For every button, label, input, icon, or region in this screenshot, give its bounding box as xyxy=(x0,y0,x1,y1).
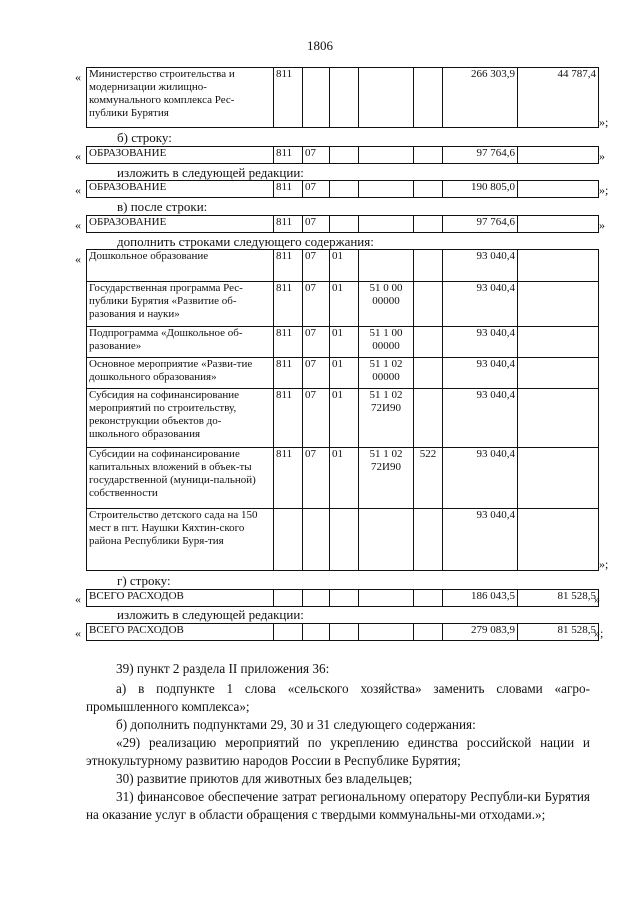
row-section: 07 xyxy=(303,250,330,282)
row-code: 811 xyxy=(274,448,303,509)
caption-edit: изложить в следующей редакции: xyxy=(117,165,304,180)
row-vr xyxy=(414,327,443,358)
quote-close: » xyxy=(599,218,605,232)
quote-open: « xyxy=(75,592,81,606)
row-subsection: 01 xyxy=(330,448,359,509)
row-code: 811 xyxy=(274,250,303,282)
row-sum1: 97 764,6 xyxy=(443,216,518,233)
row-csr: 51 1 02 72И90 xyxy=(359,389,414,448)
row-name: Дошкольное образование xyxy=(87,250,274,282)
row-name: Субсидии на софинансирование капитальных вложений в объек-ты государственной (муници-пальной) собственности xyxy=(87,448,274,509)
row-section: 07 xyxy=(303,216,330,233)
row-sum2: 81 528,5 xyxy=(518,590,599,607)
quote-open: « xyxy=(75,626,81,640)
row-name: Министерство строительства и модернизации жилищно-коммунального комплекса Рес-публики Бурятия xyxy=(87,68,274,128)
quote-open: « xyxy=(75,218,81,232)
row-csr: 51 0 00 00000 xyxy=(359,282,414,327)
quote-close: »; xyxy=(599,183,609,197)
table-row xyxy=(87,282,599,327)
row-subsection: 01 xyxy=(330,389,359,448)
row-code: 811 xyxy=(274,216,303,233)
paragraph-30: 30) развитие приютов для животных без владельцев; xyxy=(116,771,413,786)
row-subsection: 01 xyxy=(330,327,359,358)
row-csr: 51 1 00 00000 xyxy=(359,327,414,358)
table-row xyxy=(87,389,599,448)
row-sum1: 93 040,4 xyxy=(443,448,518,509)
row-sum2: 81 528,5 xyxy=(518,624,599,641)
row-sum2: 44 787,4 xyxy=(518,68,599,128)
quote-close: » xyxy=(594,592,600,606)
quote-close: »; xyxy=(599,557,609,571)
row-sum1: 93 040,4 xyxy=(443,250,518,282)
row-sum1: 93 040,4 xyxy=(443,282,518,327)
row-section: 07 xyxy=(303,181,330,198)
row-section xyxy=(303,509,330,571)
quote-open: « xyxy=(75,252,81,266)
caption-v: в) после строки: xyxy=(117,199,208,214)
table-row xyxy=(87,509,599,571)
row-subsection: 01 xyxy=(330,358,359,389)
row-code xyxy=(274,509,303,571)
quote-open: « xyxy=(75,70,81,84)
row-name: Государственная программа Рес-публики Бурятия «Развитие об-разования и науки» xyxy=(87,282,274,327)
row-code: 811 xyxy=(274,68,303,128)
paragraph-39: 39) пункт 2 раздела II приложения 36: xyxy=(116,661,330,676)
row-section: 07 xyxy=(303,282,330,327)
quote-close: »; xyxy=(594,626,604,640)
quote-close: » xyxy=(599,149,605,163)
row-sum1: 93 040,4 xyxy=(443,327,518,358)
row-code: 811 xyxy=(274,358,303,389)
row-name: ОБРАЗОВАНИЕ xyxy=(87,147,274,164)
row-vr xyxy=(414,282,443,327)
row-section: 07 xyxy=(303,389,330,448)
row-name: Строительство детского сада на 150 мест в пгт. Наушки Кяхтин-ского района Республики Буря-тия xyxy=(87,509,274,571)
table-added-rows xyxy=(86,249,599,571)
row-code: 811 xyxy=(274,181,303,198)
row-sum1: 97 764,6 xyxy=(443,147,518,164)
row-name: Подпрограмма «Дошкольное об-разование» xyxy=(87,327,274,358)
row-sum1: 93 040,4 xyxy=(443,389,518,448)
quote-close: »; xyxy=(599,115,609,129)
row-csr: 51 1 02 72И90 xyxy=(359,448,414,509)
table-row xyxy=(87,448,599,509)
table-ministry xyxy=(86,67,599,128)
row-csr xyxy=(359,250,414,282)
page-number: 1806 xyxy=(307,38,333,53)
quote-open: « xyxy=(75,183,81,197)
paragraph-b: б) дополнить подпунктами 29, 30 и 31 следующего содержания: xyxy=(116,717,476,732)
row-section: 07 xyxy=(303,147,330,164)
row-code: 811 xyxy=(274,282,303,327)
row-vr: 522 xyxy=(414,448,443,509)
table-row xyxy=(87,250,599,282)
row-sum1: 190 805,0 xyxy=(443,181,518,198)
row-subsection xyxy=(330,509,359,571)
table-row xyxy=(87,358,599,389)
row-vr xyxy=(414,389,443,448)
row-name: ОБРАЗОВАНИЕ xyxy=(87,181,274,198)
row-name: Основное мероприятие «Разви-тие дошкольного образования» xyxy=(87,358,274,389)
table-row xyxy=(87,327,599,358)
table-education-old xyxy=(86,146,599,164)
table-total-new xyxy=(86,623,599,641)
caption-b: б) строку: xyxy=(117,130,172,145)
paragraph-a: а) в подпункте 1 слова «сельского хозяйства» заменить словами «агро-промышленного комплекса»; xyxy=(86,681,590,714)
row-section: 07 xyxy=(303,327,330,358)
row-subsection: 01 xyxy=(330,282,359,327)
row-name: ВСЕГО РАСХОДОВ xyxy=(87,624,274,641)
row-sum1: 93 040,4 xyxy=(443,509,518,571)
row-code: 811 xyxy=(274,389,303,448)
row-section: 07 xyxy=(303,358,330,389)
table-education-after xyxy=(86,215,599,233)
row-name: ВСЕГО РАСХОДОВ xyxy=(87,590,274,607)
caption-edit: изложить в следующей редакции: xyxy=(117,607,304,622)
caption-g: г) строку: xyxy=(117,573,171,588)
table-total-old xyxy=(86,589,599,607)
row-sum1: 186 043,5 xyxy=(443,590,518,607)
caption-add: дополнить строками следующего содержания: xyxy=(117,234,374,249)
row-csr: 51 1 02 00000 xyxy=(359,358,414,389)
row-sum1: 266 303,9 xyxy=(443,68,518,128)
table-education-new xyxy=(86,180,599,198)
quote-open: « xyxy=(75,149,81,163)
row-subsection: 01 xyxy=(330,250,359,282)
row-sum1: 93 040,4 xyxy=(443,358,518,389)
row-name: ОБРАЗОВАНИЕ xyxy=(87,216,274,233)
row-section: 07 xyxy=(303,448,330,509)
row-vr xyxy=(414,358,443,389)
row-sum1: 279 083,9 xyxy=(443,624,518,641)
row-vr xyxy=(414,250,443,282)
row-vr xyxy=(414,509,443,571)
row-code: 811 xyxy=(274,147,303,164)
row-code: 811 xyxy=(274,327,303,358)
paragraph-31: 31) финансовое обеспечение затрат региональному оператору Республи-ки Бурятия на оказание услуг в области обращения с твердыми коммунальны-ми отходами.»; xyxy=(86,789,590,822)
paragraph-29: «29) реализацию мероприятий по укреплению единства российской нации и этнокультурному развитию народов России в Республике Бурятия; xyxy=(86,735,590,768)
row-csr xyxy=(359,509,414,571)
row-name: Субсидия на софинансирование мероприятий по строительству, реконструкции объектов до-школьного образования xyxy=(87,389,274,448)
